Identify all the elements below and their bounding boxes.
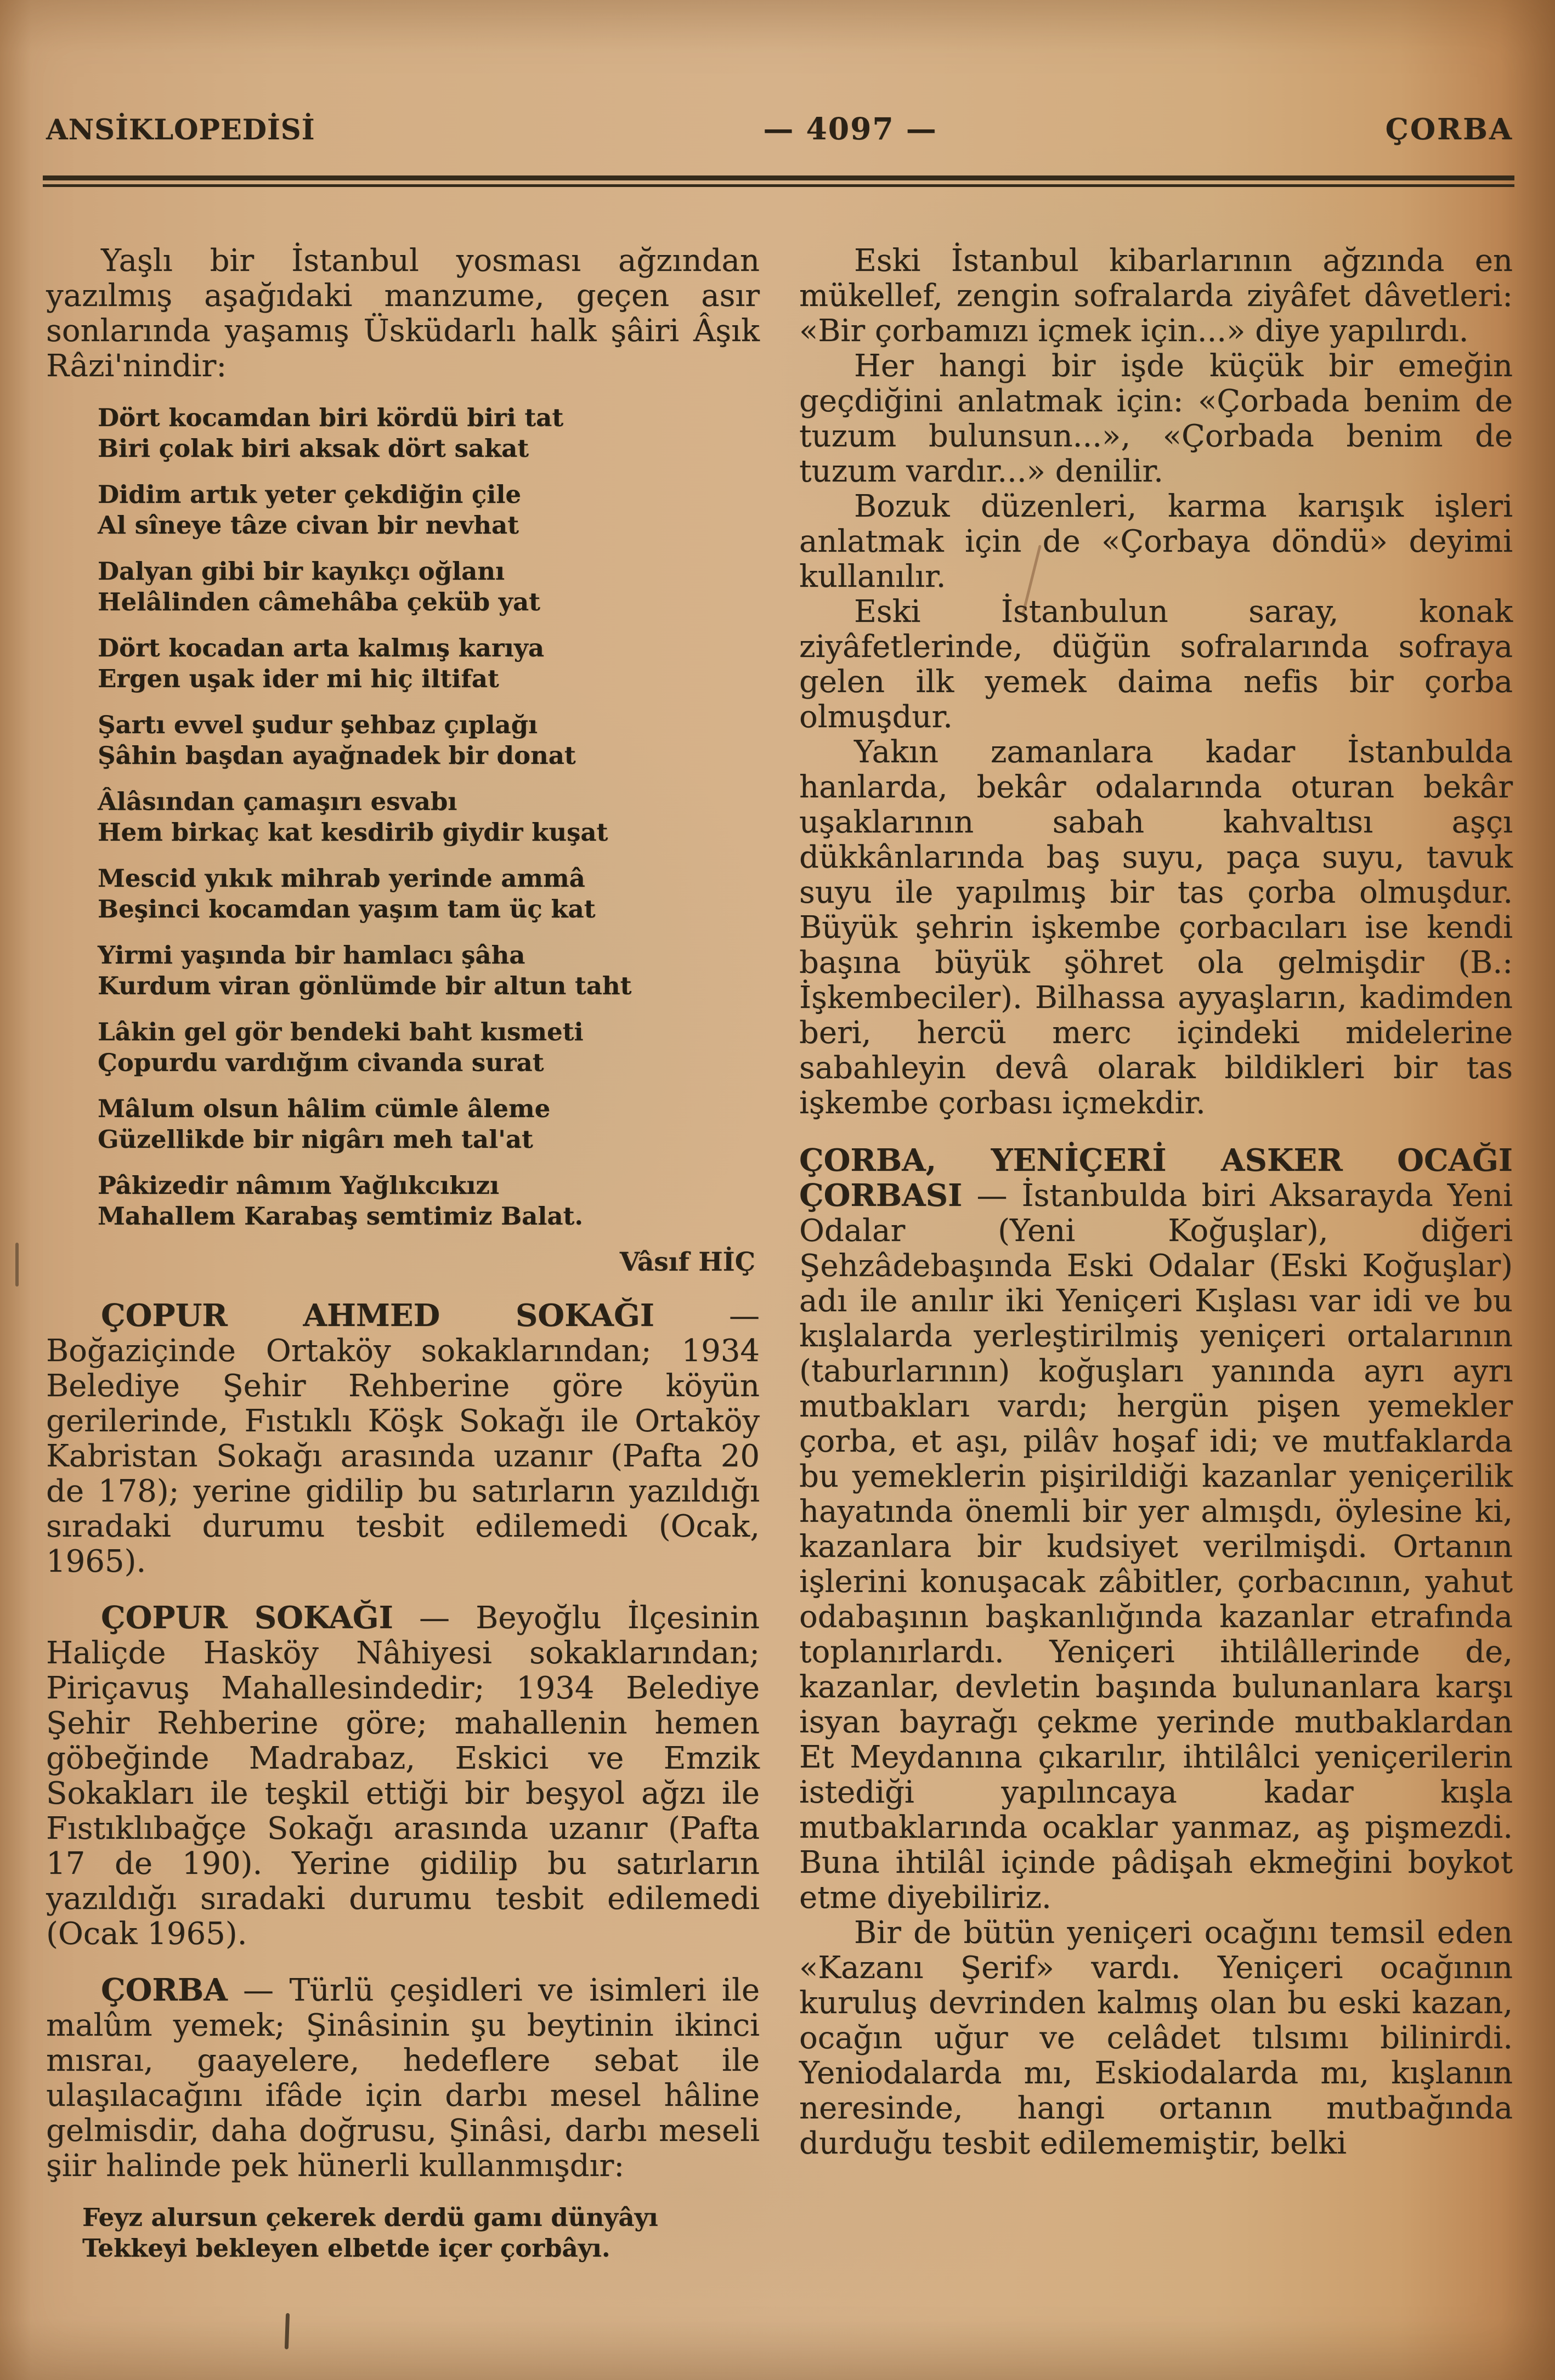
poem-line: Helâlinden câmehâba çeküb yat bbox=[98, 587, 540, 616]
paragraph: Bozuk düzenleri, karma karışık işleri anlatmak için de «Çorbaya döndü» deyimi kullanılır. bbox=[799, 489, 1513, 594]
poem bbox=[98, 403, 760, 1232]
poem-line: Güzellikde bir nigârı meh tal'at bbox=[98, 1125, 533, 1154]
journal-title: ANSİKLOPEDİSİ bbox=[46, 114, 315, 146]
closing-couplet bbox=[82, 2202, 760, 2264]
poem-line: Pâkizedir nâmım Yağlıkcıkızı bbox=[98, 1171, 500, 1200]
running-head-entry: ÇORBA bbox=[1385, 112, 1513, 146]
poem-line: Beşinci kocamdan yaşım tam üç kat bbox=[98, 894, 596, 923]
poem-couplet bbox=[98, 479, 760, 541]
article-text: — Türlü çeşidleri ve isimleri ile malûm yemek; Şinâsinin şu beytinin ikinci mısraı, gaayelere, hedeflere sebat ile ulaşılacağını ifâde için darbı mesel hâline gelmisdir, daha doğrusu, Şinâsi, darbı meseli şiir halinde pek hünerli kullanmışdır: bbox=[46, 1973, 760, 2184]
poem-line: Dört kocadan arta kalmış karıya bbox=[98, 633, 545, 662]
article-copur-ahmed-sokagi bbox=[46, 1298, 760, 1579]
poem-line: Dört kocamdan biri kördü biri tat bbox=[98, 403, 564, 432]
poem-line: Feyz alursun çekerek derdü gamı dünyâyı bbox=[82, 2203, 658, 2232]
article-title: ÇOPUR AHMED SOKAĞI bbox=[101, 1297, 654, 1334]
paragraph: Eski İstanbul kibarlarının ağzında en mükellef, zengin sofralarda ziyâfet dâvetleri: «Bir çorbamızı içmek için...» diye yapılırdı. bbox=[799, 243, 1513, 349]
article-title: ÇORBASI bbox=[799, 1177, 963, 1214]
poem-line: Hem birkaç kat kesdirib giydir kuşat bbox=[98, 818, 608, 847]
poem-line: Şartı evvel şudur şehbaz çıplağı bbox=[98, 710, 538, 739]
poem-couplet bbox=[98, 556, 760, 617]
poem-attribution: Vâsıf HİÇ bbox=[619, 1247, 755, 1277]
poem-couplet bbox=[82, 2202, 760, 2264]
article-title: ÇOPUR SOKAĞI bbox=[101, 1600, 393, 1636]
poem-line: Şâhin başdan ayağnadek bir donat bbox=[98, 741, 576, 770]
poem-line: Yirmi yaşında bir hamlacı şâha bbox=[98, 940, 525, 970]
poem-line: Didim artık yeter çekdiğin çile bbox=[98, 480, 522, 509]
paragraph: Her hangi bir işde küçük bir emeğin geçdiğini anlatmak için: «Çorbada benim de tuzum bulunsun...», «Çorbada benim de tuzum vardır...» denilir. bbox=[799, 348, 1513, 489]
poem-line: Mâlum olsun hâlim cümle âleme bbox=[98, 1094, 551, 1123]
left-column bbox=[46, 243, 760, 2264]
poem-couplet bbox=[98, 710, 760, 771]
article-yeniceri-ocagi-corbasi bbox=[799, 1178, 1513, 1916]
article-heading-line1: ÇORBA, YENİÇERİ ASKER OCAĞI bbox=[799, 1142, 1513, 1178]
page-header bbox=[46, 111, 1513, 146]
poem-line: Mahallem Karabaş semtimiz Balat. bbox=[98, 1202, 583, 1231]
poem-couplet bbox=[98, 940, 760, 1001]
article-text: — İstanbulda biri Aksarayda Yeni Odalar (Yeni Koğuşlar), diğeri Şehzâdebaşında Eski Odalar (Eski Koğuşlar) adı ile anılır iki Yeniçeri Kışlası var idi ve bu kışlalarda yerleştirilmiş yeniçeri ortalarının (taburlarının) koğuşları yanında ayrı ayrı mutbakları vardı; hergün pişen yemekler çorba, et aşı, pilâv hoşaf idi; ve mutfaklarda bu yemeklerin pişirildiği kazanlar yeniçerilik hayatında önemli bir yer almışdı, öylesine ki, kazanlara bir kudsiyet verilmişdi. Ortanın işlerini konuşacak zâbitler, çorbacının, yahut odabaşının başkanlığında kazanlar etrafında toplanırlardı. Yeniçeri ihtilâllerinde de, kazanlar, devletin başında bulunanlara karşı isyan bayrağı çekme yerinde mutbaklardan Et Meydanına çıkarılır, ihtilâlci yeniçerilerin istediği yapılıncaya kadar kışla mutbaklarında ocaklar yanmaz, aş pişmezdi. Buna ihtilâl içinde pâdişah ekmeğini boykot etme diyebiliriz. bbox=[799, 1178, 1513, 1916]
poem-line: Dalyan gibi bir kayıkçı oğlanı bbox=[98, 557, 505, 586]
poem-couplet bbox=[98, 786, 760, 848]
poem-couplet bbox=[98, 1170, 760, 1232]
article-text: — Boğaziçinde Ortaköy sokaklarından; 1934 Belediye Şehir Rehberine göre köyün gerilerinde, Fıstıklı Köşk Sokağı ile Ortaköy Kabristan Sokağı arasında uzanır (Pafta 20 de 178); yerine gidilip bu satırların yazıldığı sıradaki durumu tesbit edilemedi (Ocak, 1965). bbox=[46, 1298, 760, 1579]
poem-line: Lâkin gel gör bendeki baht kısmeti bbox=[98, 1017, 584, 1046]
final-paragraph: Bir de bütün yeniçeri ocağını temsil eden «Kazanı Şerif» vardı. Yeniçeri ocağının kuruluş devrinden kalmış olan bu eski kazan, ocağın uğur ve celâdet tılsımı bilinirdi. Yeniodalarda mı, Eskiodalarda mı, kışlanın neresinde, hangi ortanın mutbağında durduğu tesbit edilememiştir, belki bbox=[799, 1915, 1513, 2161]
paragraph: Eski İstanbulun saray, konak ziyâfetlerinde, düğün sofralarında sofraya gelen ilk yemek daima nefis bir çorba olmuşdur. bbox=[799, 594, 1513, 735]
poem-line: Al sîneye tâze civan bir nevhat bbox=[98, 511, 519, 540]
poem-line: Ergen uşak ider mi hiç iltifat bbox=[98, 664, 499, 693]
poem-line: Çopurdu vardığım civanda surat bbox=[98, 1048, 544, 1077]
print-artifact-bottom-tick bbox=[285, 2313, 290, 2349]
paragraph: Yakın zamanlara kadar İstanbulda hanlarda, bekâr odalarında oturan bekâr uşaklarının sabah kahvaltısı aşçı dükkânlarında baş suyu, paça suyu, tavuk suyu ile yapılmış bir tas çorba olmuşdur. Büyük şehrin işkembe çorbacıları ise kendi başına büyük şöhret ola gelmişdir (B.: İşkembeciler). Bilhassa ayyaşların, kadimden beri, hercü merc içindeki midelerine sabahleyin devâ olarak bildikleri bir tas işkembe çorbası içmekdir. bbox=[799, 734, 1513, 1121]
text-columns bbox=[46, 243, 1513, 2264]
article-title: ÇORBA bbox=[101, 1972, 228, 2008]
article-copur-sokagi bbox=[46, 1600, 760, 1952]
poem-line: Âlâsından çamaşırı esvabı bbox=[98, 787, 457, 816]
poem-couplet bbox=[98, 403, 760, 464]
page-number: — 4097 — bbox=[763, 111, 937, 146]
poem-line: Kurdum viran gönlümde bir altun taht bbox=[98, 971, 632, 1000]
right-column bbox=[799, 243, 1513, 2264]
header-double-rule bbox=[43, 175, 1514, 187]
poem-line: Biri çolak biri aksak dört sakat bbox=[98, 434, 529, 463]
article-corba bbox=[46, 1973, 760, 2184]
poem-line: Tekkeyi bekleyen elbetde içer çorbâyı. bbox=[82, 2234, 610, 2263]
poem-couplet bbox=[98, 1017, 760, 1078]
poem-line: Mescid yıkık mihrab yerinde ammâ bbox=[98, 864, 585, 893]
poem-couplet bbox=[98, 633, 760, 694]
intro-paragraph: Yaşlı bir İstanbul yosması ağzından yazılmış aşağıdaki manzume, geçen asır sonlarında yaşamış Üsküdarlı halk şâiri Âşık Râzi'nindir: bbox=[46, 243, 760, 384]
poem-couplet bbox=[98, 863, 760, 925]
print-artifact-left-margin bbox=[15, 1243, 19, 1287]
poem-couplet bbox=[98, 1093, 760, 1155]
article-text: — Beyoğlu İlçesinin Haliçde Hasköy Nâhiyesi sokaklarından; Piriçavuş Mahallesindedir; 1934 Belediye Şehir Rehberine göre; mahallenin hemen göbeğinde Madrabaz, Eskici ve Emzik Sokakları ile teşkil ettiği bir beşyol ağzı ile Fıstıklıbağçe Sokağı arasında uzanır (Pafta 17 de 190). Yerine gidilip bu satırların yazıldığı sıradaki durumu tesbit edilemedi (Ocak 1965). bbox=[46, 1600, 760, 1952]
